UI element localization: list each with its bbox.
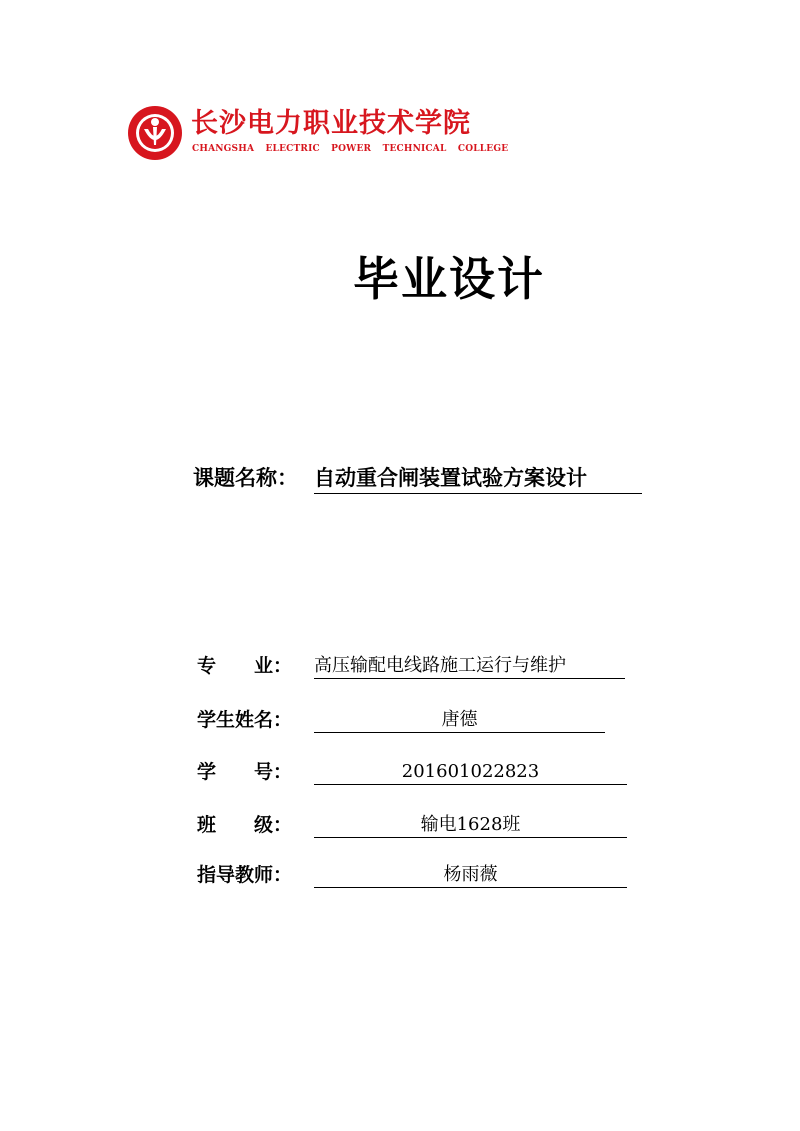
class-label: 班 级： bbox=[197, 814, 293, 836]
major-label: 专 业： bbox=[197, 655, 293, 677]
school-name-en: CHANGSHA ELECTRIC POWER TECHNICAL COLLEGE bbox=[192, 144, 509, 154]
school-name-cn: 长沙电力职业技术学院 bbox=[191, 108, 471, 139]
student-id-value: 201601022823 bbox=[314, 758, 627, 785]
advisor-label: 指导教师： bbox=[197, 864, 293, 886]
topic-value: 自动重合闸装置试验方案设计 bbox=[314, 463, 642, 494]
document-title: 毕业设计 bbox=[353, 252, 545, 306]
major-value: 高压输配电线路施工运行与维护 bbox=[314, 652, 625, 679]
topic-label: 课题名称： bbox=[193, 466, 298, 490]
college-emblem-icon bbox=[127, 105, 183, 161]
advisor-value: 杨雨薇 bbox=[314, 861, 627, 888]
student-id-label: 学 号： bbox=[197, 761, 293, 783]
name-label: 学生姓名： bbox=[197, 709, 293, 731]
class-value: 输电1628班 bbox=[314, 811, 627, 838]
name-value: 唐德 bbox=[314, 706, 605, 733]
